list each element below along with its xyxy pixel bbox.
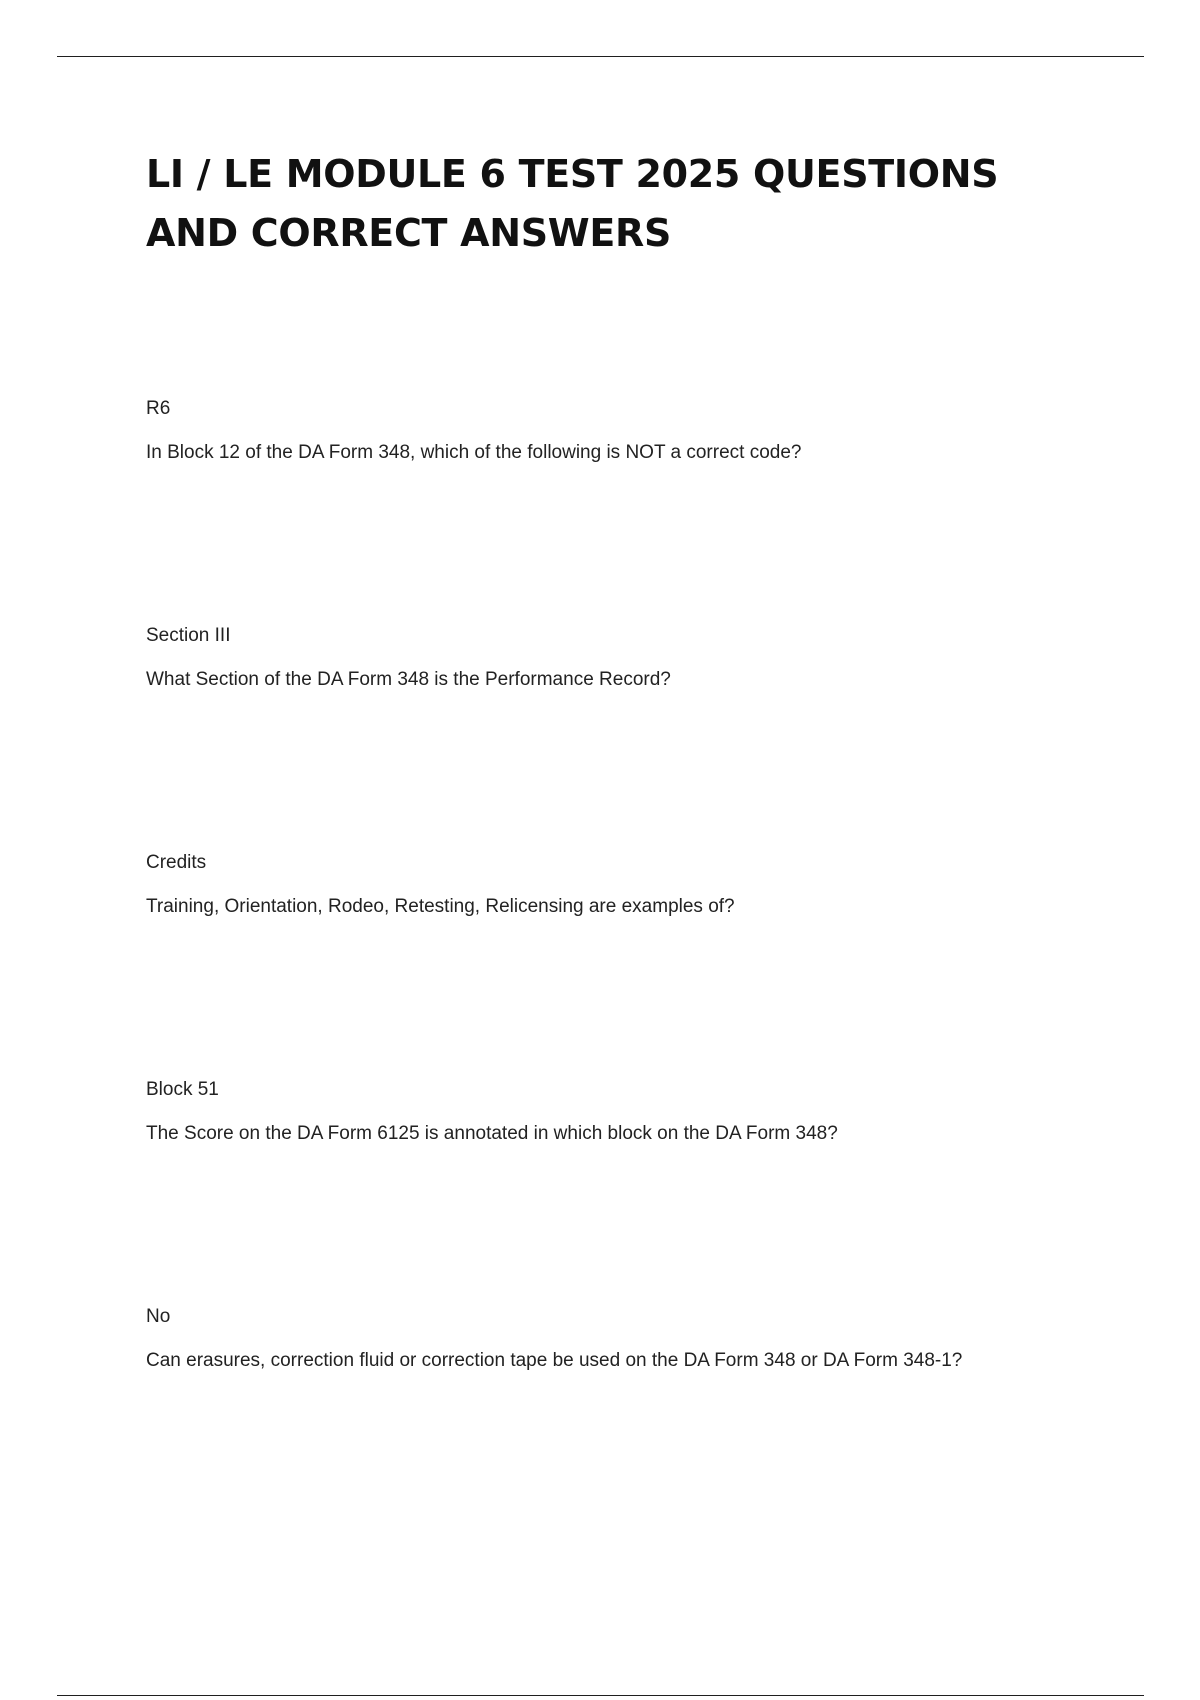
answer-text: Block 51 xyxy=(146,1079,219,1100)
bottom-divider xyxy=(57,1695,1144,1696)
answer-text: Section III xyxy=(146,625,231,646)
document-title: LI / LE MODULE 6 TEST 2025 QUESTIONS AND CORRECT ANSWERS xyxy=(146,152,999,255)
question-text: What Section of the DA Form 348 is the Performance Record? xyxy=(146,669,671,690)
answer-text: R6 xyxy=(146,398,171,419)
question-text: In Block 12 of the DA Form 348, which of the following is NOT a correct code? xyxy=(146,442,802,463)
question-text: The Score on the DA Form 6125 is annotated in which block on the DA Form 348? xyxy=(146,1123,838,1144)
question-text: Can erasures, correction fluid or correction tape be used on the DA Form 348 or DA Form 348-1? xyxy=(146,1350,963,1371)
question-text: Training, Orientation, Rodeo, Retesting, Relicensing are examples of? xyxy=(146,896,735,917)
answer-text: No xyxy=(146,1306,171,1327)
answer-text: Credits xyxy=(146,852,207,873)
top-divider xyxy=(57,56,1144,57)
